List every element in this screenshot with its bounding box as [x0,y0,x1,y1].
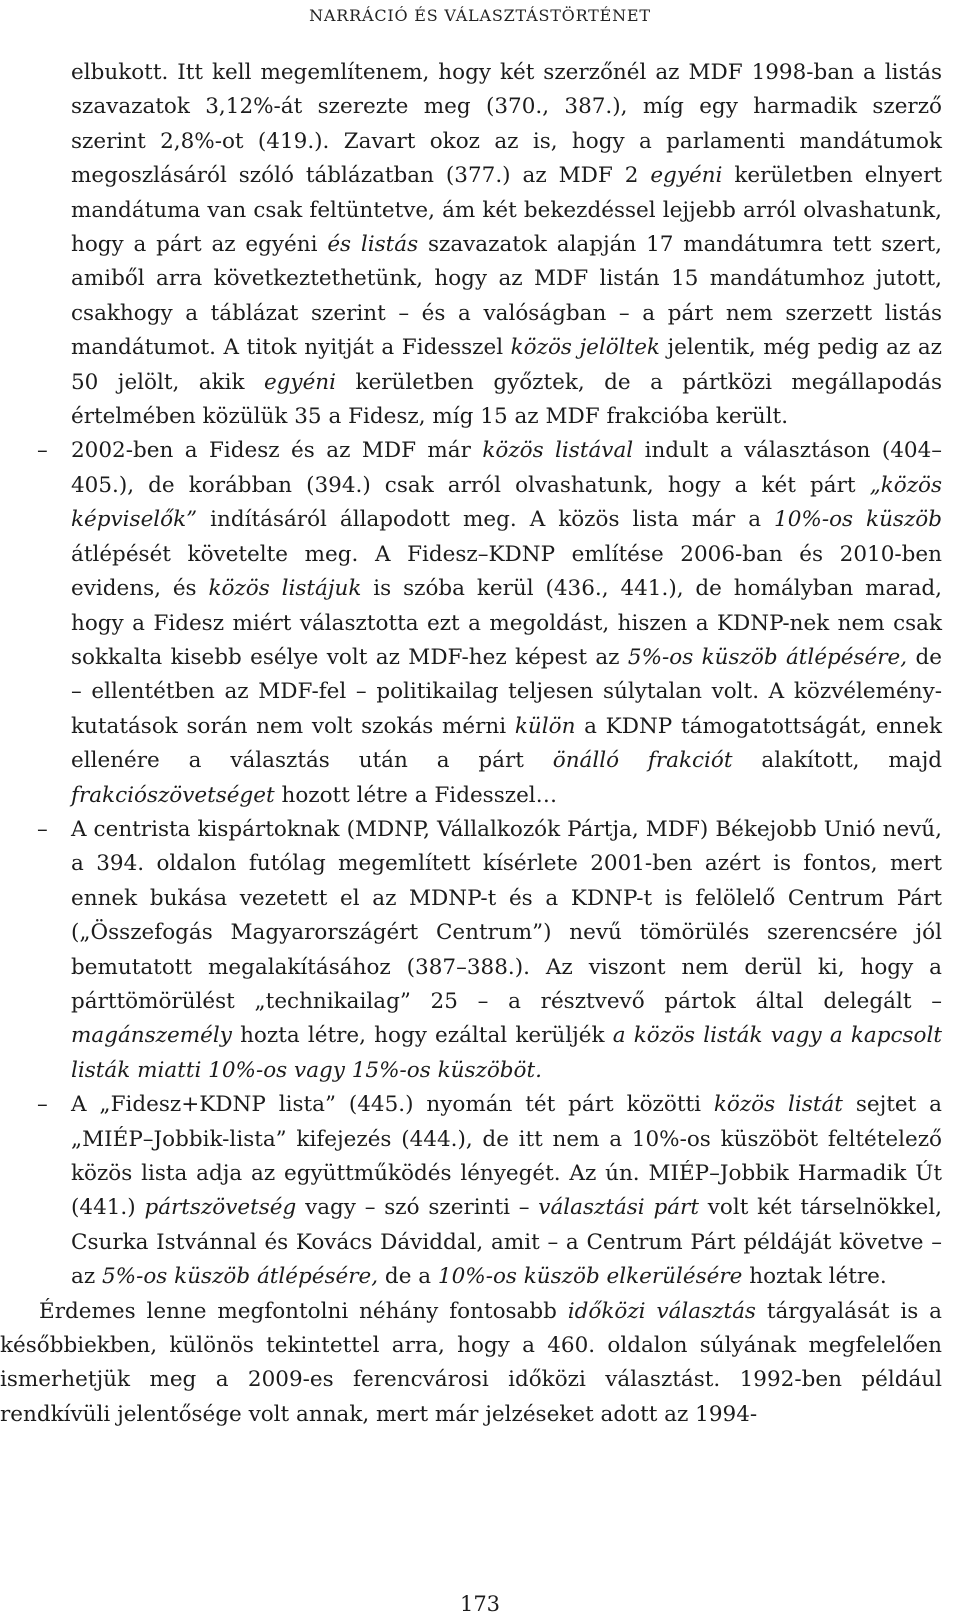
paragraph-final: Érdemes lenne megfontolni néhány fontosabb időközi választás tárgyalását is a későbbiekben, különös tekintettel arra, hogy a 460. oldalon súlyának megfelelően ismerhetjük meg a 2009-es ferencvárosi időközi választást. 1992-ben például rendkívüli jelentősége volt annak, mert már jelzéseket adott az 1994- [0,1298,942,1427]
paragraph-continuation: elbukott. Itt kell megemlítenem, hogy két szerzőnél az MDF 1998-ban a listás szavazatok 3,12%-át szerezte meg (370., 387.), míg egy harmadik szerző szerint 2,8%-ot (419.). Zavart okoz az is, hogy a parlamenti mandátumok megoszlásáról szóló táblázatban (377.) az MDF 2 egyéni kerületben elnyert mandátuma van csak feltüntetve, ám két bekezdéssel lejjebb arról olvashatunk, hogy a párt az egyéni és listás szavazatok alapján 17 mandátumra tett szert, amiből arra következtethetünk, hogy az MDF listán 15 mandátumhoz jutott, csakhogy a táblázat szerint – és a valóságban – a párt nem szerzett listás mandátumot. A titok nyitját a Fidesszel közös jelöltek jelentik, még pedig az az 50 jelölt, akik egyéni kerületben győztek, de a pártközi megállapodás értelmében közülük 35 a Fidesz, míg 15 az MDF frakcióba került. [71,60,942,430]
list-item-text: A centrista kispártoknak (MDNP, Vállalkozók Pártja, MDF) Békejobb Unió nevű, a 394. oldalon futólag megemlített kísérlete 2001-ben azért is fontos, mert ennek bukása vezetett el az MDNP-t és a KDNP-t is felölelő Centrum Párt („Összefogás Magyarországért Centrum”) nevű tömörülés szerencsére jól bemutatott megalakításához (387–388.). Az viszont nem derül ki, hogy a párttömörülést „technikailag” 25 – a résztvevő pártok által delegált – magánszemély hozta létre, hogy ezáltal kerüljék a közös listák vagy a kapcsolt listák miatti 10%-os vagy 15%-os küszöböt. [71,816,942,1083]
list-item [0,813,942,1088]
list-item [0,1088,942,1294]
list-dash: – [37,438,48,464]
running-header: NARRÁCIÓ ÉS VÁLASZTÁSTÖRTÉNET [309,6,651,25]
list-item-text: A „Fidesz+KDNP lista” (445.) nyomán tét párt közötti közös listát sejtet a „MIÉP–Jobbik-lista” kifejezés (444.), de itt nem a 10%-os küszöböt feltételező közös lista adja az együttműködés lényegét. Az ún. MIÉP–Jobbik Harmadik Út (441.) pártszövetség vagy – szó szerinti – választási párt volt két társelnökkel, Csurka Istvánnal és Kovács Dáviddal, amit – a Centrum Párt példáját követve – az 5%-os küszöb átlépésére, de a 10%-os küszöb elkerülésére hoztak létre. [71,1092,942,1290]
list-dash: – [37,816,48,842]
list-item [0,434,942,812]
text-body [0,56,942,1432]
page-number: 173 [459,1592,501,1616]
list-item-text: 2002-ben a Fidesz és az MDF már közös listával indult a választáson (404–405.), de korábban (394.) csak arról olvashatunk, hogy a két párt „közös képviselők” indításáról állapodott meg. A közös lista már a 10%-os küszöb átlépését követelte meg. A Fidesz–KDNP említése 2006-ban és 2010-ben evidens, és közös listájuk is szóba kerül (436., 441.), de homályban marad, hogy a Fidesz miért választotta ezt a megoldást, hiszen a KDNP-nek nem csak sokkalta kisebb esélye volt az MDF-hez képest az 5%-os küszöb átlépésére, de – ellentétben az MDF-fel – politikailag teljesen súlytalan volt. A közvélemény-kutatások során nem volt szokás mérni külön a KDNP támogatottságát, ennek ellenére a választás után a párt önálló frakciót alakított, majd frakciószövetséget hozott létre a Fidesszel… [71,438,943,808]
list-dash: – [37,1092,48,1118]
